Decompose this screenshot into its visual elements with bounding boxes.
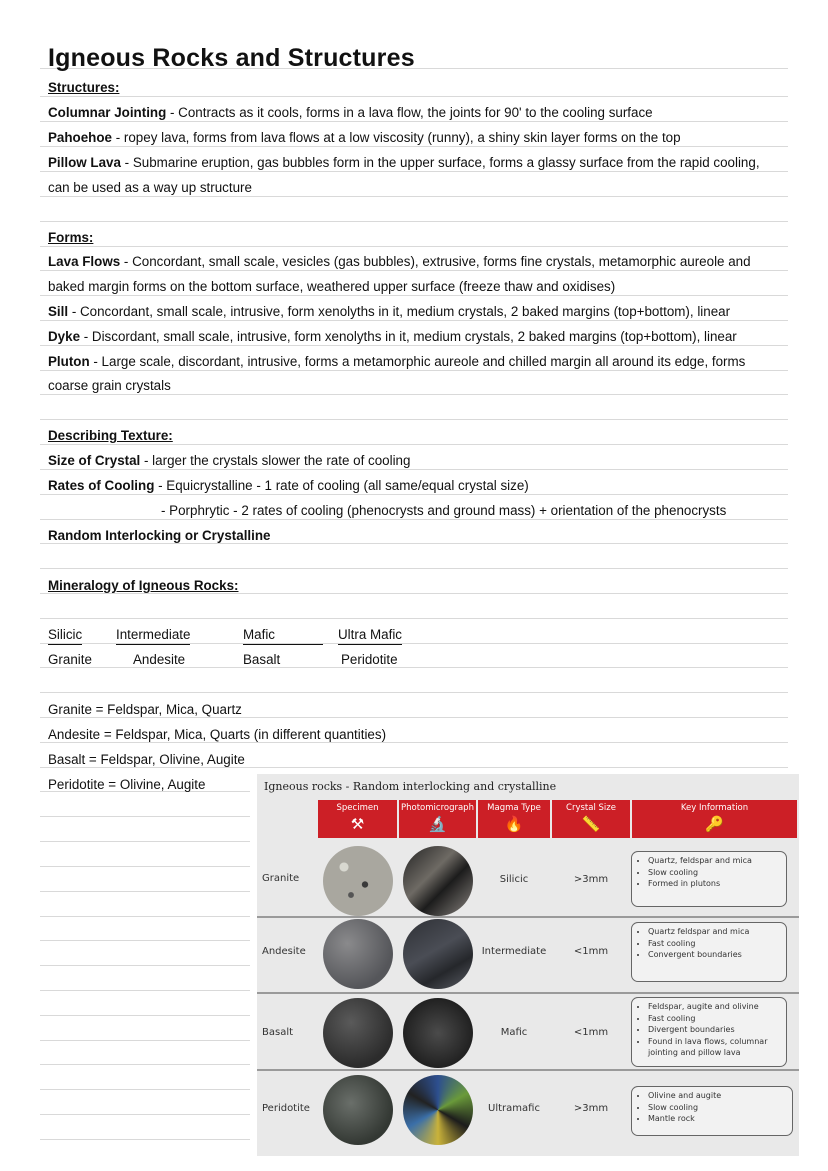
structure-pahoehoe: Pahoehoe - ropey lava, forms from lava flows at a low viscosity (runny), a shiny skin layer forms on the top	[48, 130, 681, 145]
type-ultramafic: Ultra Mafic	[338, 626, 402, 645]
mineralogy-heading: Mineralogy of Igneous Rocks:	[48, 578, 239, 593]
sheet-title: Igneous rocks - Random interlocking and crystalline	[264, 780, 557, 793]
rock-andesite: Andesite	[133, 652, 186, 667]
rock-peridotite: Peridotite	[341, 652, 398, 667]
header-key-information: Key Information 🔑	[632, 800, 797, 838]
peridotite-photomicrograph-image	[403, 1075, 473, 1145]
andesite-key-info: • Quartz feldspar and mica • Fast cooling • Convergent boundaries	[631, 922, 787, 982]
sheet-row-granite: Granite Silicic >3mm • Quartz, feldspar and mica • Slow cooling • Formed in plutons	[257, 842, 799, 918]
basalt-specimen-image	[323, 998, 393, 1068]
texture-rates-porphyritic: - Porphrytic - 2 rates of cooling (phenocrysts and ground mass) + orientation of the phenocrysts	[161, 503, 727, 518]
igneous-rocks-info-sheet	[257, 774, 799, 1156]
structure-pillow-lava: Pillow Lava - Submarine eruption, gas bubbles form in the upper surface, forms a glassy surface from the rapid cooling,	[48, 155, 760, 170]
structure-columnar-jointing: Columnar Jointing - Contracts as it cools, forms in a lava flow, the joints for 90' to the cooling surface	[48, 105, 653, 120]
peridotite-key-info: • Olivine and augite • Slow cooling • Mantle rock	[631, 1086, 793, 1136]
type-silicic: Silicic	[48, 626, 82, 645]
granite-specimen-image	[323, 846, 393, 916]
texture-size: Size of Crystal - larger the crystals slower the rate of cooling	[48, 453, 411, 468]
andesite-specimen-image	[323, 919, 393, 989]
basalt-key-info: • Feldspar, augite and olivine • Fast cooling • Divergent boundaries • Found in lava flows, columnar jointing and pillow lava	[631, 997, 787, 1067]
composition-basalt: Basalt = Feldspar, Olivine, Augite	[48, 752, 245, 767]
granite-key-info: • Quartz, feldspar and mica • Slow cooling • Formed in plutons	[631, 851, 787, 907]
key-icon: 🔑	[705, 815, 724, 833]
texture-random: Random Interlocking or Crystalline	[48, 528, 271, 543]
composition-granite: Granite = Feldspar, Mica, Quartz	[48, 702, 242, 717]
header-specimen: Specimen ⚒	[318, 800, 397, 838]
forms-heading: Forms:	[48, 230, 94, 245]
rock-granite: Granite	[48, 652, 92, 667]
form-lava-flows: Lava Flows - Concordant, small scale, vesicles (gas bubbles), extrusive, forms fine crystals, metamorphic aureole and	[48, 254, 751, 269]
form-dyke: Dyke - Discordant, small scale, intrusive, form xenolyths in it, medium crystals, 2 baked margins (top+bottom), linear	[48, 329, 737, 344]
form-pluton: Pluton - Large scale, discordant, intrusive, forms a metamorphic aureole and chilled margin all around its edge, forms	[48, 354, 746, 369]
structures-heading: Structures:	[48, 80, 120, 95]
hammer-pick-icon: ⚒	[350, 815, 365, 833]
andesite-photomicrograph-image	[403, 919, 473, 989]
peridotite-specimen-image	[323, 1075, 393, 1145]
header-crystal-size: Crystal Size 📏	[552, 800, 630, 838]
composition-andesite: Andesite = Feldspar, Mica, Quarts (in different quantities)	[48, 727, 387, 742]
rock-basalt: Basalt	[243, 652, 281, 667]
form-sill: Sill - Concordant, small scale, intrusive, form xenolyths in it, medium crystals, 2 baked margins (top+bottom), linear	[48, 304, 731, 319]
flame-icon: 🔥	[504, 815, 524, 833]
type-mafic: Mafic	[243, 626, 323, 645]
sheet-row-peridotite: Peridotite Ultramafic >3mm • Olivine and augite • Slow cooling • Mantle rock	[257, 1071, 799, 1147]
structure-pillow-lava-cont: can be used as a way up structure	[48, 180, 252, 195]
microscope-icon: 🔬	[428, 815, 447, 833]
ruler-icon: 📏	[581, 815, 601, 833]
header-photomicrograph: Photomicrograph 🔬	[399, 800, 476, 838]
form-lava-flows-cont: baked margin forms on the bottom surface, weathered upper surface (freeze thaw and oxidises)	[48, 279, 616, 294]
type-intermediate: Intermediate	[116, 626, 190, 645]
texture-rates: Rates of Cooling - Equicrystalline - 1 rate of cooling (all same/equal crystal size)	[48, 478, 529, 493]
page-title: Igneous Rocks and Structures	[48, 44, 415, 72]
form-pluton-cont: coarse grain crystals	[48, 378, 171, 393]
header-magma-type: Magma Type 🔥	[478, 800, 550, 838]
composition-peridotite: Peridotite = Olivine, Augite	[48, 777, 206, 792]
basalt-photomicrograph-image	[403, 998, 473, 1068]
sheet-row-basalt: Basalt Mafic <1mm • Feldspar, augite and olivine • Fast cooling • Divergent boundaries • Found in lava flows, columnar jointing and pillow lava	[257, 994, 799, 1070]
sheet-row-andesite: Andesite Intermediate <1mm • Quartz feldspar and mica • Fast cooling • Convergent boundaries	[257, 918, 799, 994]
granite-photomicrograph-image	[403, 846, 473, 916]
texture-heading: Describing Texture:	[48, 428, 173, 443]
